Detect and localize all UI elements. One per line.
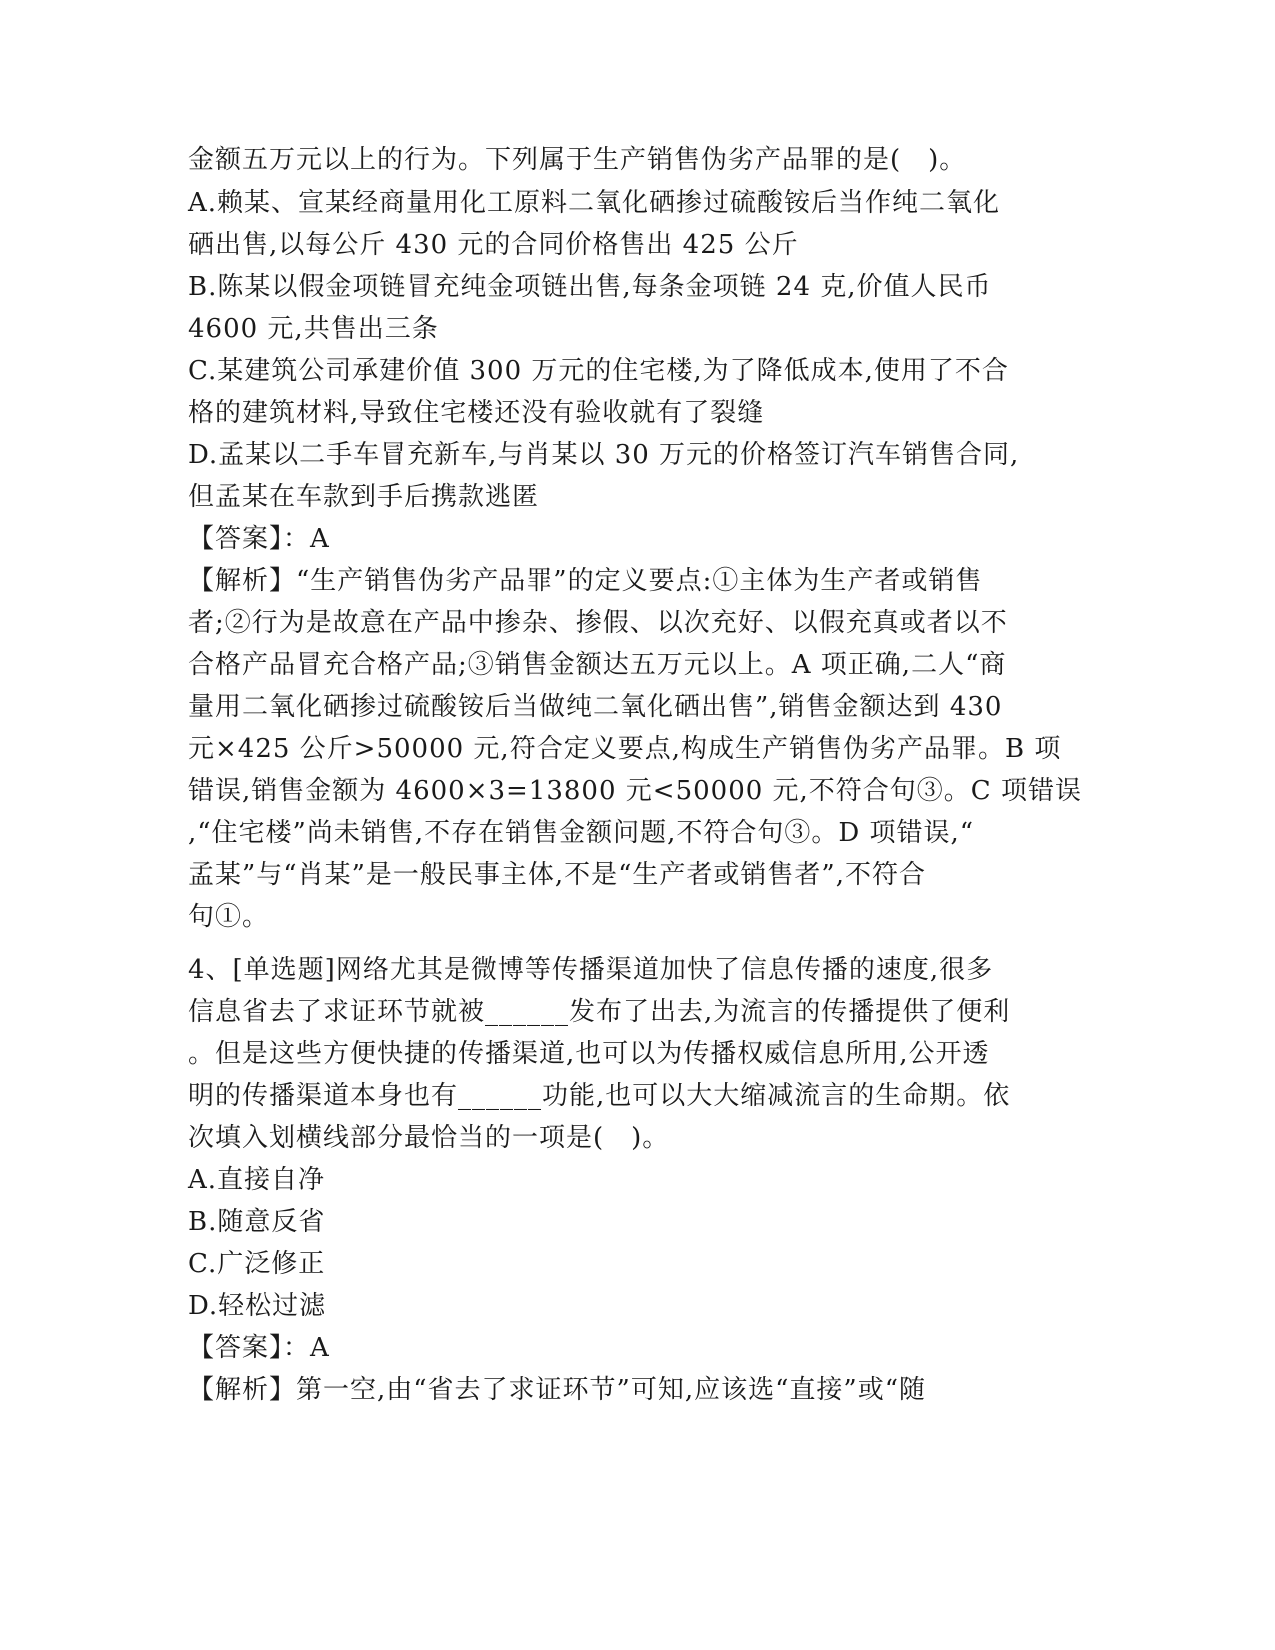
q3-option-c-line1: C.某建筑公司承建价值 300 万元的住宅楼,为了降低成本,使用了不合 [188, 356, 1009, 386]
q3-option-b-line2: 4600 元,共售出三条 [188, 314, 439, 344]
q3-option-d-line1: D.孟某以二手车冒充新车,与肖某以 30 万元的价格签订汽车销售合同, [188, 440, 1020, 470]
q3-analysis-line: 合格产品冒充合格产品;③销售金额达五万元以上。A 项正确,二人“商 [188, 650, 1007, 680]
q3-stem-tail: 金额五万元以上的行为。下列属于生产销售伪劣产品罪的是( )。 [188, 145, 967, 175]
q4-option-a: A.直接自净 [188, 1165, 326, 1195]
q4-option-b: B.随意反省 [188, 1207, 326, 1237]
q3-analysis-line: ,“住宅楼”尚未销售,不存在销售金额问题,不符合句③。D 项错误,“ [188, 818, 975, 848]
q4-stem-line: 4、[单选题]网络尤其是微博等传播渠道加快了信息传播的速度,很多 [188, 955, 994, 985]
q4-stem-line: 明的传播渠道本身也有______功能,也可以大大缩减流言的生命期。依 [188, 1081, 1011, 1111]
q3-option-a-line2: 硒出售,以每公斤 430 元的合同价格售出 425 公斤 [188, 230, 799, 260]
q4-analysis-line: 【解析】第一空,由“省去了求证环节”可知,应该选“直接”或“随 [188, 1375, 926, 1405]
q3-analysis-line: 错误,销售金额为 4600×3=13800 元<50000 元,不符合句③。C 项错误 [188, 776, 1082, 806]
q3-analysis-line: 孟某”与“肖某”是一般民事主体,不是“生产者或销售者”,不符合 [188, 860, 926, 890]
q4-stem-line: 。但是这些方便快捷的传播渠道,也可以为传播权威信息所用,公开透 [188, 1039, 990, 1069]
q3-analysis-line: 者;②行为是故意在产品中掺杂、掺假、以次充好、以假充真或者以不 [188, 608, 1008, 638]
q3-analysis-line: 元×425 公斤>50000 元,符合定义要点,构成生产销售伪劣产品罪。B 项 [188, 734, 1062, 764]
q4-stem-line: 次填入划横线部分最恰当的一项是( )。 [188, 1123, 670, 1153]
q3-option-a-line1: A.赖某、宣某经商量用化工原料二氧化硒掺过硫酸铵后当作纯二氧化 [188, 188, 1001, 218]
q3-analysis-line: 句①。 [188, 902, 270, 932]
q4-option-d: D.轻松过滤 [188, 1291, 327, 1321]
q3-answer: 【答案】：A [188, 524, 330, 554]
q4-answer: 【答案】：A [188, 1333, 330, 1363]
q3-option-c-line2: 格的建筑材料,导致住宅楼还没有验收就有了裂缝 [188, 398, 765, 428]
q3-analysis-line: 量用二氧化硒掺过硫酸铵后当做纯二氧化硒出售”,销售金额达到 430 [188, 692, 1003, 722]
q4-option-c: C.广泛修正 [188, 1249, 326, 1279]
q3-option-b-line1: B.陈某以假金项链冒充纯金项链出售,每条金项链 24 克,价值人民币 [188, 272, 992, 302]
q3-option-d-line2: 但孟某在车款到手后携款逃匿 [188, 482, 540, 512]
q4-stem-line: 信息省去了求证环节就被______发布了出去,为流言的传播提供了便利 [188, 997, 1011, 1027]
q3-analysis-line: 【解析】“生产销售伪劣产品罪”的定义要点:①主体为生产者或销售 [188, 566, 983, 596]
